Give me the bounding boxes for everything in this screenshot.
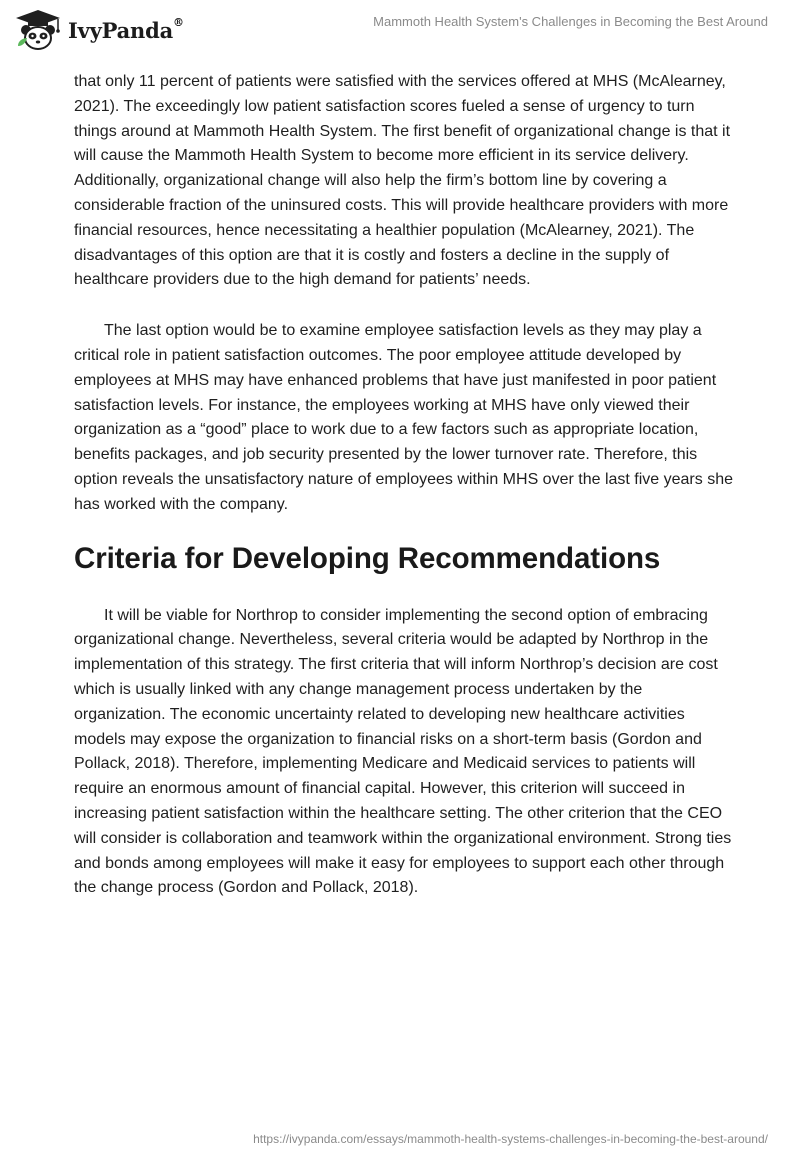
panda-graduate-icon <box>14 8 62 52</box>
running-title: Mammoth Health System's Challenges in Becoming the Best Around <box>373 14 768 29</box>
logo-wordmark: IvyPanda® <box>68 15 184 43</box>
body-paragraph-1: that only 11 percent of patients were satisfied with the services offered at MHS (McAlearney, 2021). The exceedingly low patient satisfaction scores fueled a sense of urgency to turn things around at Mammoth Health System. The first benefit of organizational change is that it will cause the Mammoth Health System to become more efficient in its service delivery. Additionally, organizational change will also help the firm’s bottom line by covering a considerable fraction of the uninsured costs. This will provide healthcare providers with more financial resources, hence necessitating a healthier population (McAlearney, 2021). The disadvantages of this option are that it is costly and fosters a decline in the supply of healthcare providers due to the high demand for patients’ needs. <box>74 73 731 289</box>
article-body <box>74 70 734 901</box>
body-paragraph-2: The last option would be to examine employee satisfaction levels as they may play a critical role in patient satisfaction outcomes. The poor employee attitude developed by employees at MHS may have enhanced problems that have just manifested in poor patient satisfaction levels. For instance, the employees working at MHS have only viewed their organization as a “good” place to work due to a few factors such as appropriate location, benefits packages, and job security presented by the lower turnover rate. Therefore, this option reveals the unsatisfactory nature of employees within MHS over the last five years she has worked with the company. <box>74 322 733 513</box>
registered-mark: ® <box>173 15 184 29</box>
page-header <box>0 0 800 64</box>
ivypanda-logo[interactable] <box>14 8 184 52</box>
source-url[interactable]: https://ivypanda.com/essays/mammoth-health-systems-challenges-in-becoming-the-best-around/ <box>253 1132 768 1146</box>
section-paragraph: It will be viable for Northrop to consider implementing the second option of embracing organizational change. Nevertheless, several criteria would be adapted by Northrop in the implementation of this strategy. The first criteria that will inform Northrop’s decision are cost which is usually linked with any change management process undertaken by the organization. The economic uncertainty related to developing new healthcare activities models may expose the organization to financial risks on a short-term basis (Gordon and Pollack, 2018). Therefore, implementing Medicare and Medicaid services to patients will require an enormous amount of financial capital. However, this criterion will succeed in increasing patient satisfaction within the healthcare setting. The other criterion that the CEO will consider is collaboration and teamwork within the organizational environment. Strong ties and bonds among employees will make it easy for employees to support each other through the change process (Gordon and Pollack, 2018). <box>74 606 732 897</box>
section-heading: Criteria for Developing Recommendations <box>74 541 661 575</box>
